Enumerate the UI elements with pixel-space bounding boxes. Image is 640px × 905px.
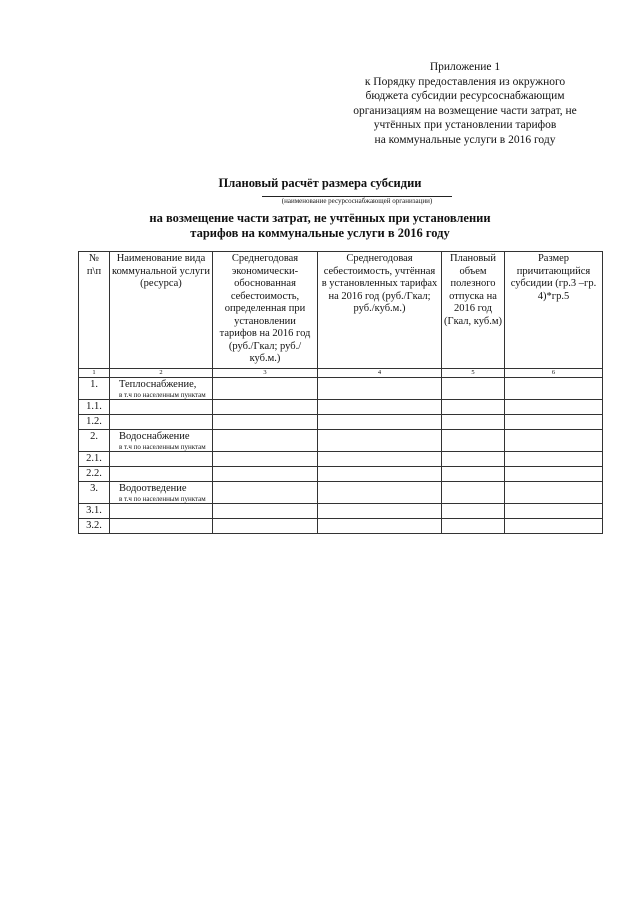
table-cell [505,481,603,503]
header-volume: Плановый объем полезного отпуска на 2016 год (Гкал, куб.м) [442,252,505,369]
header-econ-cost: Среднегодовая экономически-обоснованная себестоимость, определенная при установлении тарифов на 2016 год (руб./Гкал; руб./куб.м.) [213,252,318,369]
table-subrow [79,466,603,481]
subrow-number: 3.1. [79,503,110,518]
table-cell [442,429,505,451]
table-header-row [79,252,603,369]
table-row [79,377,603,399]
header-num: № п\п [79,252,110,369]
table-cell [213,451,318,466]
subrow-number: 3.2. [79,518,110,533]
table-cell [505,377,603,399]
table-cell [213,429,318,451]
table-cell [213,518,318,533]
table-subrow [79,518,603,533]
including-note: в т.ч по населенным пунктам [119,494,206,503]
table-cell [442,451,505,466]
table-subrow [79,503,603,518]
row-number: 3. [79,481,110,503]
table-cell [442,481,505,503]
table-cell [318,466,442,481]
table-cell [318,481,442,503]
table-cell [442,518,505,533]
table-cell [318,503,442,518]
column-number: 1 [79,368,110,377]
table-cell [505,414,603,429]
table-cell [318,518,442,533]
service-name: Водоснабжение [119,430,190,442]
table-cell [213,414,318,429]
appendix-line: бюджета субсидии ресурсоснабжающим [365,90,565,102]
subrow-number: 2.2. [79,466,110,481]
appendix-line: организациям на возмещение части затрат, не [353,104,577,117]
table-cell [110,518,213,533]
column-number: 2 [110,368,213,377]
service-name: Теплоснабжение, [119,378,197,390]
table-cell [442,466,505,481]
appendix-line: к Порядку предоставления из окружного [364,75,566,88]
including-note: в т.ч по населенным пунктам [119,390,206,399]
table-cell [505,503,603,518]
table-cell [442,503,505,518]
table-cell [213,503,318,518]
table-cell [110,414,213,429]
row-number: 1. [79,377,110,399]
column-number: 6 [505,368,603,377]
organization-name-caption: (наименование ресурсоснабжающей организации) [262,196,452,206]
document-title: Плановый расчёт размера субсидии [218,176,422,190]
document-subtitle [0,211,640,241]
column-number: 4 [318,368,442,377]
appendix-line: на коммунальные услуги в 2016 году [374,133,556,146]
table-cell [110,451,213,466]
header-subsidy: Размер причитающийся субсидии (гр.3 –гр. 4)*гр.5 [505,252,603,369]
table-cell [442,414,505,429]
table-subrow [79,451,603,466]
table-cell [318,414,442,429]
subrow-number: 2.1. [79,451,110,466]
header-service: Наименование вида коммунальной услуги (ресурса) [110,252,213,369]
table-cell [505,429,603,451]
table-row [79,481,603,503]
subrow-number: 1.1. [79,399,110,414]
table-cell [318,451,442,466]
table-cell [505,466,603,481]
appendix-block [330,60,600,147]
table-cell [213,399,318,414]
row-number: 2. [79,429,110,451]
column-number-row [79,368,603,377]
service-name-cell [110,429,213,451]
table-cell [442,399,505,414]
table-cell [442,377,505,399]
table-cell [110,399,213,414]
table-cell [318,429,442,451]
table-cell [213,466,318,481]
appendix-line: Приложение 1 [429,61,501,73]
table-row [79,429,603,451]
table-subrow [79,399,603,414]
header-tariff-cost: Среднегодовая себестоимость, учтённая в установленных тарифах на 2016 год (руб./Гкал; руб./куб.м.) [318,252,442,369]
table-cell [318,377,442,399]
table-cell [213,481,318,503]
table-subrow [79,414,603,429]
table-cell [110,466,213,481]
table-cell [318,399,442,414]
subtitle-line: на возмещение части затрат, не учтённых при установлении [149,211,491,225]
including-note: в т.ч по населенным пунктам [119,442,206,451]
column-number: 5 [442,368,505,377]
service-name-cell [110,481,213,503]
table-cell [505,518,603,533]
subsidy-table [78,251,603,534]
subtitle-line: тарифов на коммунальные услуги в 2016 году [190,226,450,240]
table-cell [505,451,603,466]
appendix-line: учтённых при установлении тарифов [373,119,557,131]
table-cell [110,503,213,518]
service-name-cell [110,377,213,399]
column-number: 3 [213,368,318,377]
subrow-number: 1.2. [79,414,110,429]
service-name: Водоотведение [119,482,187,494]
table-cell [213,377,318,399]
table-cell [505,399,603,414]
